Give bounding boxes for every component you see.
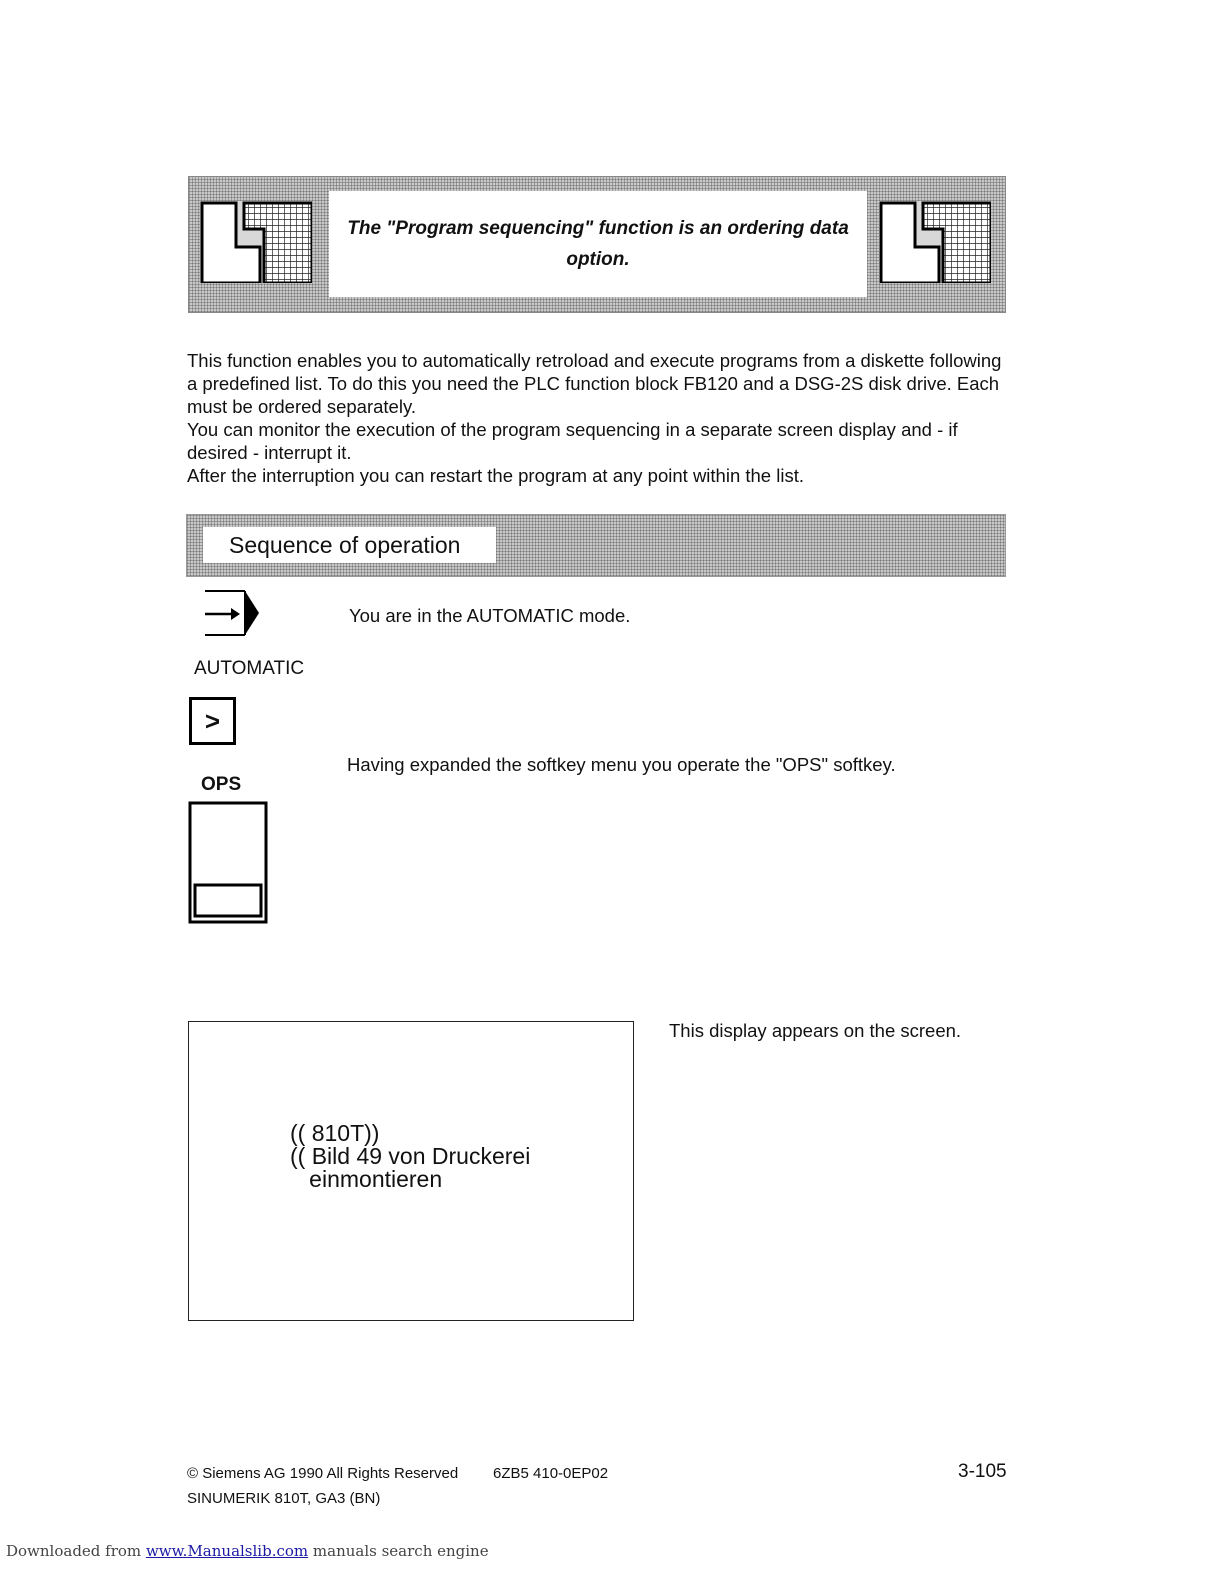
intro-paragraph: This function enables you to automatically retroload and execute programs from a diskette following a predefined list. To do this you need the PLC function block FB120 and a DSG-2S disk drive. Each must be ordered separately. [187, 350, 1002, 417]
softkey-icon[interactable] [188, 801, 268, 929]
download-attribution [6, 1542, 489, 1560]
screen-placeholder-line: (( Bild 49 von Druckerei [290, 1143, 531, 1169]
intro-text [187, 349, 1007, 487]
screen-placeholder-line: einmontieren [290, 1166, 443, 1192]
download-suffix: manuals search engine [312, 1542, 489, 1560]
intro-paragraph: After the interruption you can restart the program at any point within the list. [187, 465, 804, 486]
screen-placeholder-text [290, 1122, 530, 1191]
section-title: Sequence of operation [203, 527, 496, 563]
manualslib-link[interactable]: www.Manualslib.com [145, 1542, 309, 1560]
automatic-mode-icon [203, 588, 263, 645]
menu-expand-key-icon[interactable] [189, 697, 236, 745]
menu-expand-glyph: > [204, 705, 221, 736]
intro-paragraph: You can monitor the execution of the program sequencing in a separate screen display and - if desired - interrupt it. [187, 419, 958, 463]
download-prefix: Downloaded from [6, 1542, 142, 1560]
ordering-note-text: The "Program sequencing" function is an ordering data option. [329, 191, 867, 297]
ordering-option-icon [879, 201, 991, 288]
footer-order-number: 6ZB5 410-0EP02 [493, 1465, 609, 1482]
footer-copyright: © Siemens AG 1990 All Rights Reserved [187, 1465, 459, 1482]
ops-step-text: Having expanded the softkey menu you operate the "OPS" softkey. [347, 754, 896, 775]
automatic-step-text: You are in the AUTOMATIC mode. [349, 605, 631, 626]
display-step-text: This display appears on the screen. [669, 1020, 962, 1041]
ordering-option-icon [200, 201, 312, 288]
ops-softkey-label: OPS [201, 774, 242, 795]
screen-placeholder-line: (( 810T)) [290, 1120, 380, 1146]
footer-product: SINUMERIK 810T, GA3 (BN) [187, 1490, 381, 1507]
automatic-mode-label: AUTOMATIC [194, 658, 305, 679]
footer-page-number: 3-105 [958, 1461, 1007, 1482]
